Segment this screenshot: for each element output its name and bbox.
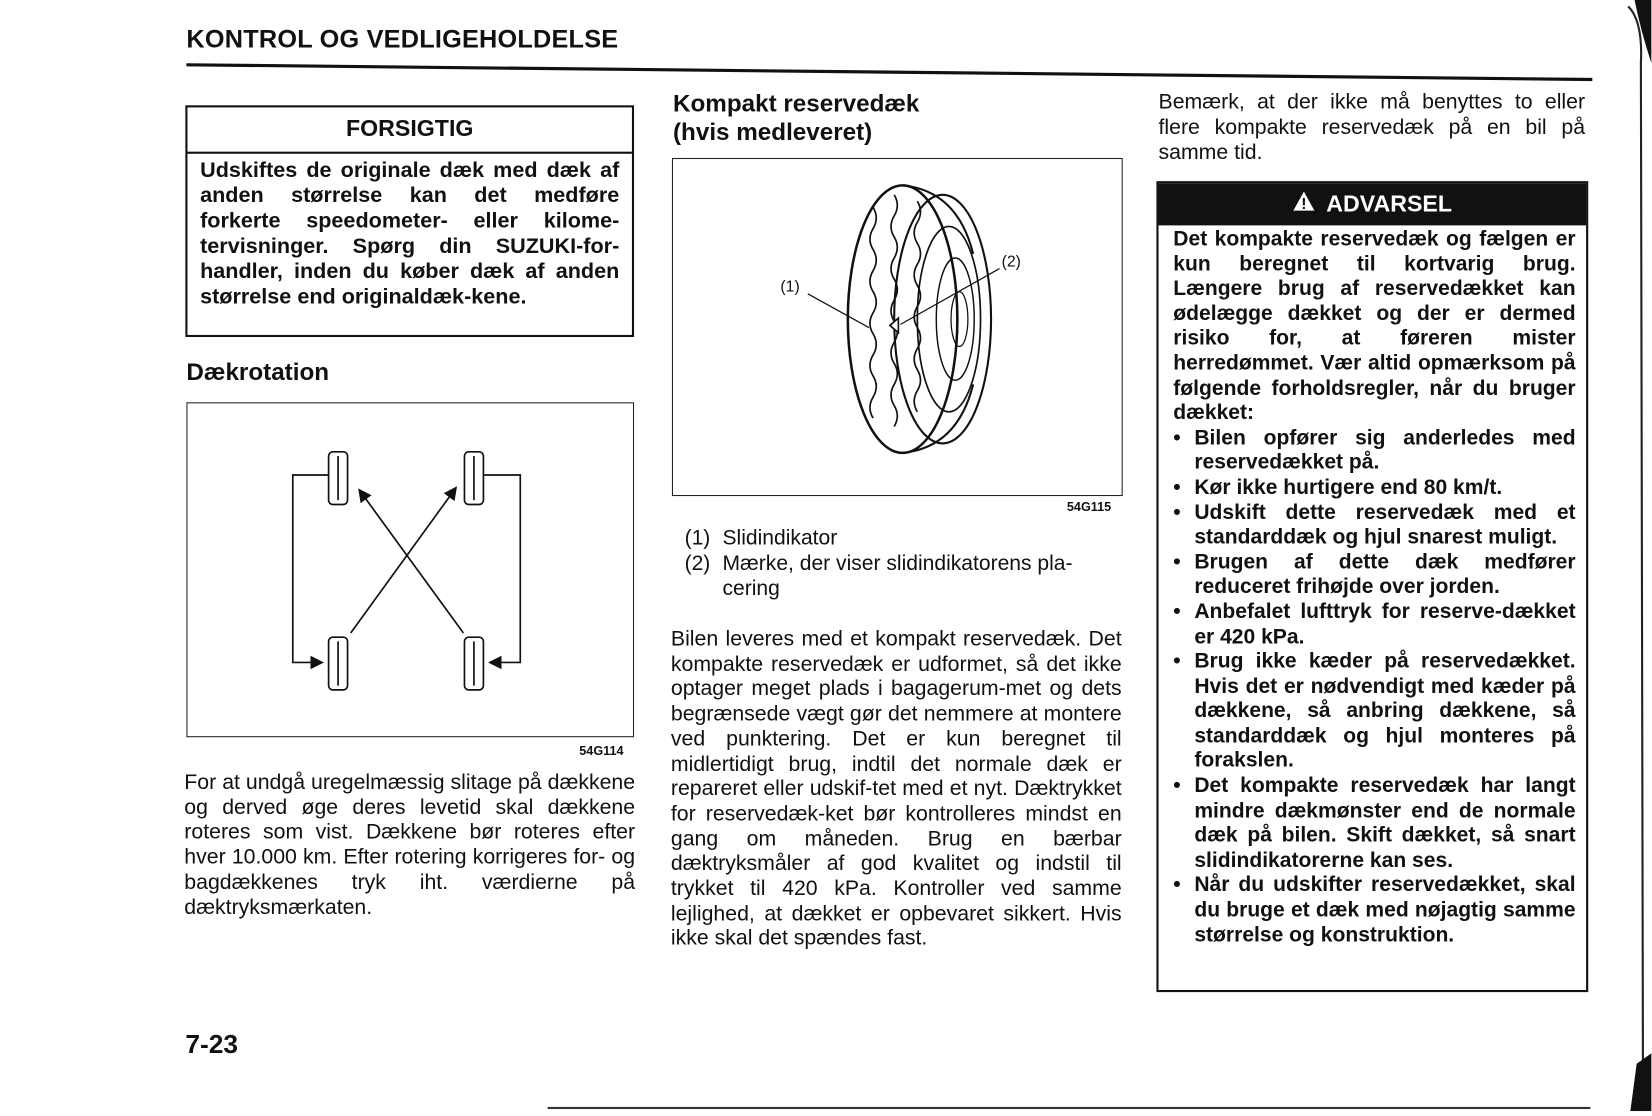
- warning-triangle-icon: [1293, 191, 1316, 218]
- bullet-dot: •: [1173, 500, 1181, 524]
- warning-header: [1159, 183, 1587, 225]
- bullet-dot: •: [1173, 550, 1181, 574]
- bullet-dot: •: [1173, 649, 1181, 674]
- spare-title-line-1: Kompakt reservedæk: [672, 89, 920, 117]
- bullet-dot: •: [1173, 475, 1181, 500]
- warning-body: [1159, 225, 1587, 948]
- callout-1-label: (1): [780, 278, 800, 296]
- warning-item-text: Kør ikke hurtigere end 80 km/t.: [1194, 475, 1503, 500]
- warning-list-item: [1173, 650, 1575, 774]
- rotation-section-title: Dækrotation: [186, 358, 330, 386]
- legend-text: Slidindikator: [722, 526, 838, 550]
- caution-text: Udskiftes de originale dæk med dæk af anden størrelse kan det medføre forkerte speedometer- eller kilome-tervisninger. Spørg din SUZUKI-for-handler, inden du køber dæk af anden størrelse end originaldæk-kene.: [200, 157, 620, 309]
- warning-list-item: [1173, 600, 1575, 650]
- caution-title: FORSIGTIG: [187, 107, 631, 153]
- rear-left-tire-icon: [329, 637, 348, 690]
- warning-intro: Det kompakte reservedæk og fælgen er kun beregnet til kortvarig brug. Længere brug af reservedækket kan ødelægge dækket og der er dermed risiko for, at føreren mister herredømmet. Vær altid opmærksom på følgende forholdsregler, når du bruger dækket:: [1173, 227, 1576, 425]
- page-header-title: KONTROL OG VEDLIGEHOLDELSE: [186, 25, 619, 54]
- warning-list-item: [1173, 874, 1575, 949]
- front-right-tire-icon: [464, 452, 483, 505]
- rotation-figure-code: 54G114: [579, 743, 624, 759]
- warning-list-item: [1173, 501, 1575, 551]
- spare-tire-illustration: [672, 158, 1123, 496]
- legend-text: Mærke, der viser slidindikatorens pla-cering: [722, 551, 1073, 601]
- tire-rotation-diagram: [186, 402, 634, 737]
- warning-title: ADVARSEL: [1326, 190, 1453, 217]
- bullet-dot: •: [1173, 774, 1181, 798]
- spare-tire-icon: [848, 185, 991, 453]
- warning-item-text: Udskift dette reservedæk med et standarddæk og hjul snarest muligt.: [1194, 500, 1576, 549]
- warning-item-text: Bilen opfører sig anderledes med reservedækket på.: [1194, 426, 1576, 475]
- spare-text: Bilen leveres med et kompakt reservedæk. Det kompakte reservedæk er udformet, så det ikke optager meget plads i bagagerum-met og dets begrænsede vægt gør det nemmere at montere ved punktering. Det er kun beregnet til midlertidigt brug, indtil det normale dæk er repareret eller udskif-tet med et nyt. Dæktrykket for reservedæk-ket bør kontrolleres mindst en gang om måneden. Brug en bærbar dæktryksmåler af god kvalitet og indstil til trykket til 420 kPa. Kontroller ved samme lejlighed, at dækket er opbevaret sikkert. Hvis ikke skal det spændes fast.: [670, 627, 1122, 951]
- warning-item-text: Anbefalet lufttryk for reserve-dækket er 420 kPa.: [1194, 600, 1576, 649]
- spare-title-line-2: (hvis medleveret): [672, 117, 873, 146]
- spare-figure-code: 54G115: [1066, 499, 1112, 514]
- spare-section-title: [673, 90, 919, 147]
- warning-list-item: [1173, 476, 1575, 501]
- front-left-tire-icon: [329, 452, 348, 505]
- header-rule: [186, 63, 1592, 81]
- warning-list-item: [1173, 426, 1575, 476]
- page-binding-edge: [1588, 0, 1651, 1111]
- bullet-dot: •: [1173, 600, 1181, 624]
- warning-item-text: Det kompakte reservedæk har langt mindre dækmønster end de normale dæk på bilen. Skift dækket, så snart slidindikatorerne kan ses.: [1194, 774, 1576, 872]
- note-text: Bemærk, at der ikke må benyttes to eller flere kompakte reservedæk på en bil på samme tid.: [1158, 90, 1586, 164]
- rotation-text: For at undgå uregelmæssig slitage på dækkene og derved øge deres levetid skal dækkene roteres som vist. Dækkene bør roteres efter hver 10.000 km. Efter rotering korrigeres for- og bagdækkenes tryk iht. værdierne på dæktryksmærkaten.: [184, 770, 636, 919]
- bullet-dot: •: [1173, 873, 1181, 897]
- warning-list-item: [1173, 774, 1575, 873]
- figure-legend: [685, 526, 1127, 602]
- warning-list: [1173, 426, 1575, 948]
- legend-number: (2): [684, 551, 711, 576]
- legend-number: (1): [684, 526, 711, 550]
- warning-item-text: Brugen af dette dæk medfører reduceret frihøjde over jorden.: [1194, 550, 1576, 599]
- callout-2-label: (2): [1001, 253, 1021, 271]
- bottom-rule: [548, 1107, 1591, 1109]
- warning-item-text: Når du udskifter reservedækket, skal du bruge et dæk med nøjagtig samme størrelse og konstruktion.: [1194, 873, 1576, 947]
- warning-box: [1156, 181, 1588, 992]
- page-number: 7-23: [185, 1030, 239, 1060]
- legend-item: [685, 526, 1127, 551]
- rear-right-tire-icon: [464, 637, 483, 690]
- bullet-dot: •: [1173, 426, 1181, 450]
- warning-item-text: Brug ikke kæder på reservedækket. Hvis det er nødvendigt med kæder på dækkene, så anbring dækkene, så standarddæk og hjul monteres på forakslen.: [1194, 649, 1576, 773]
- caution-box: [185, 105, 634, 337]
- warning-list-item: [1173, 551, 1575, 601]
- legend-item: [685, 551, 1127, 602]
